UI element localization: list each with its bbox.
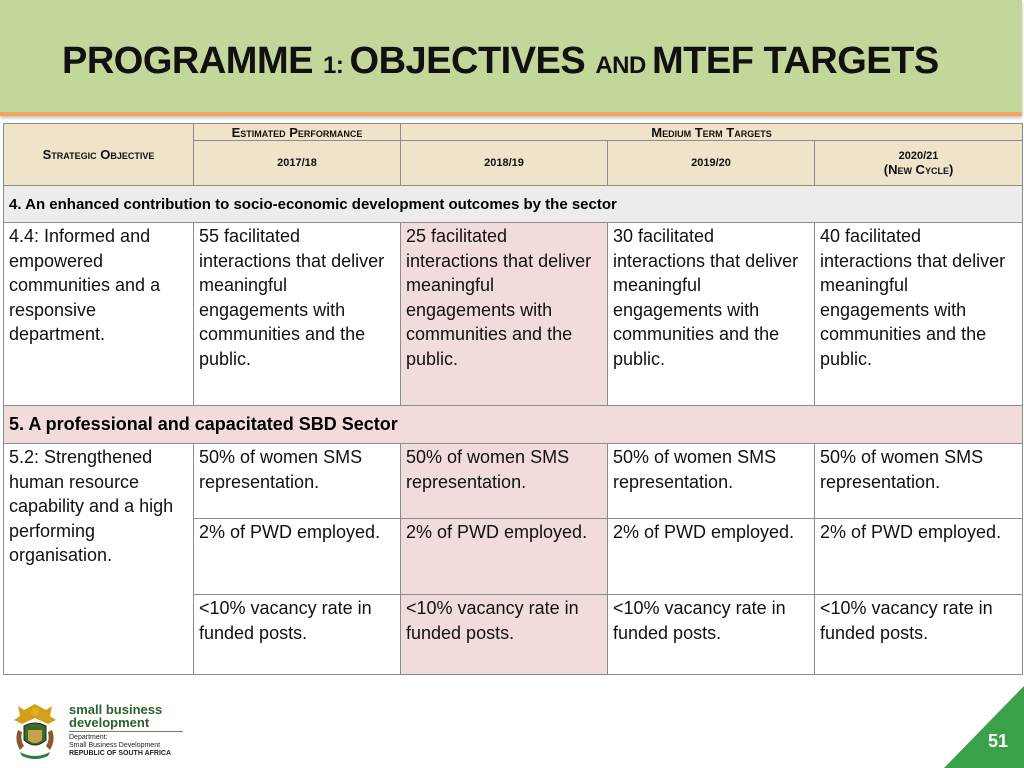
header-estimated-performance: Estimated Performance [194, 124, 401, 141]
target-cell: 50% of women SMS representation. [401, 444, 608, 519]
target-cell: 30 facilitated interactions that deliver meaningful engagements with communities and the public. [608, 223, 815, 406]
target-cell: <10% vacancy rate in funded posts. [194, 595, 401, 675]
title-part-and: AND [595, 52, 652, 79]
logo-text-development: development [69, 715, 150, 730]
section-title-5: 5. A professional and capacitated SBD Sector [4, 406, 1023, 444]
header-year-2019: 2019/20 [608, 141, 815, 186]
logo-text-small-business: small business [69, 702, 163, 717]
title-part-objectives: OBJECTIVES [349, 40, 596, 82]
section-row [4, 186, 1023, 223]
target-cell: 50% of women SMS representation. [194, 444, 401, 519]
header-year-2017: 2017/18 [194, 141, 401, 186]
table-row [4, 223, 1023, 406]
title-part-number: 1: [323, 52, 350, 79]
title-part-mtef: MTEF TARGETS [651, 40, 939, 82]
logo-dept-name: Small Business Development [69, 742, 161, 749]
header-row-1 [4, 124, 1023, 141]
logo-divider [69, 731, 183, 732]
target-cell: 55 facilitated interactions that deliver meaningful engagements with communities and the public. [194, 223, 401, 406]
header-strategic-objective: Strategic Objective [4, 124, 194, 186]
target-cell: 40 facilitated interactions that deliver meaningful engagements with communities and the public. [815, 223, 1023, 406]
target-cell: 2% of PWD employed. [608, 519, 815, 595]
table-row [4, 444, 1023, 519]
target-cell: 50% of women SMS representation. [608, 444, 815, 519]
page-number: 51 [988, 731, 1009, 751]
target-cell: 2% of PWD employed. [815, 519, 1023, 595]
objective-4-4: 4.4: Informed and empowered communities and a responsive department. [4, 223, 194, 406]
header-year-2020: 2020/21 (New Cycle) [815, 141, 1023, 186]
target-cell: <10% vacancy rate in funded posts. [608, 595, 815, 675]
objective-5-2: 5.2: Strengthened human resource capability and a high performing organisation. [4, 444, 194, 675]
objectives-table [3, 123, 1023, 675]
section-row [4, 406, 1023, 444]
page-number-tab [944, 686, 1024, 768]
title-part-programme: PROGRAMME [62, 40, 323, 82]
title-bar [0, 0, 1022, 116]
logo-country: REPUBLIC OF SOUTH AFRICA [69, 750, 172, 757]
coat-of-arms-icon [10, 700, 60, 762]
target-cell: 2% of PWD employed. [194, 519, 401, 595]
target-cell: <10% vacancy rate in funded posts. [401, 595, 608, 675]
target-cell: 2% of PWD employed. [401, 519, 608, 595]
header-medium-term-targets: Medium Term Targets [401, 124, 1023, 141]
header-year-2018: 2018/19 [401, 141, 608, 186]
target-cell: 50% of women SMS representation. [815, 444, 1023, 519]
department-logo [8, 700, 188, 764]
target-cell: <10% vacancy rate in funded posts. [815, 595, 1023, 675]
page-title [62, 40, 939, 83]
logo-dept-label: Department: [69, 734, 108, 741]
section-title-4: 4. An enhanced contribution to socio-economic development outcomes by the sector [4, 186, 1023, 223]
target-cell: 25 facilitated interactions that deliver meaningful engagements with communities and the public. [401, 223, 608, 406]
